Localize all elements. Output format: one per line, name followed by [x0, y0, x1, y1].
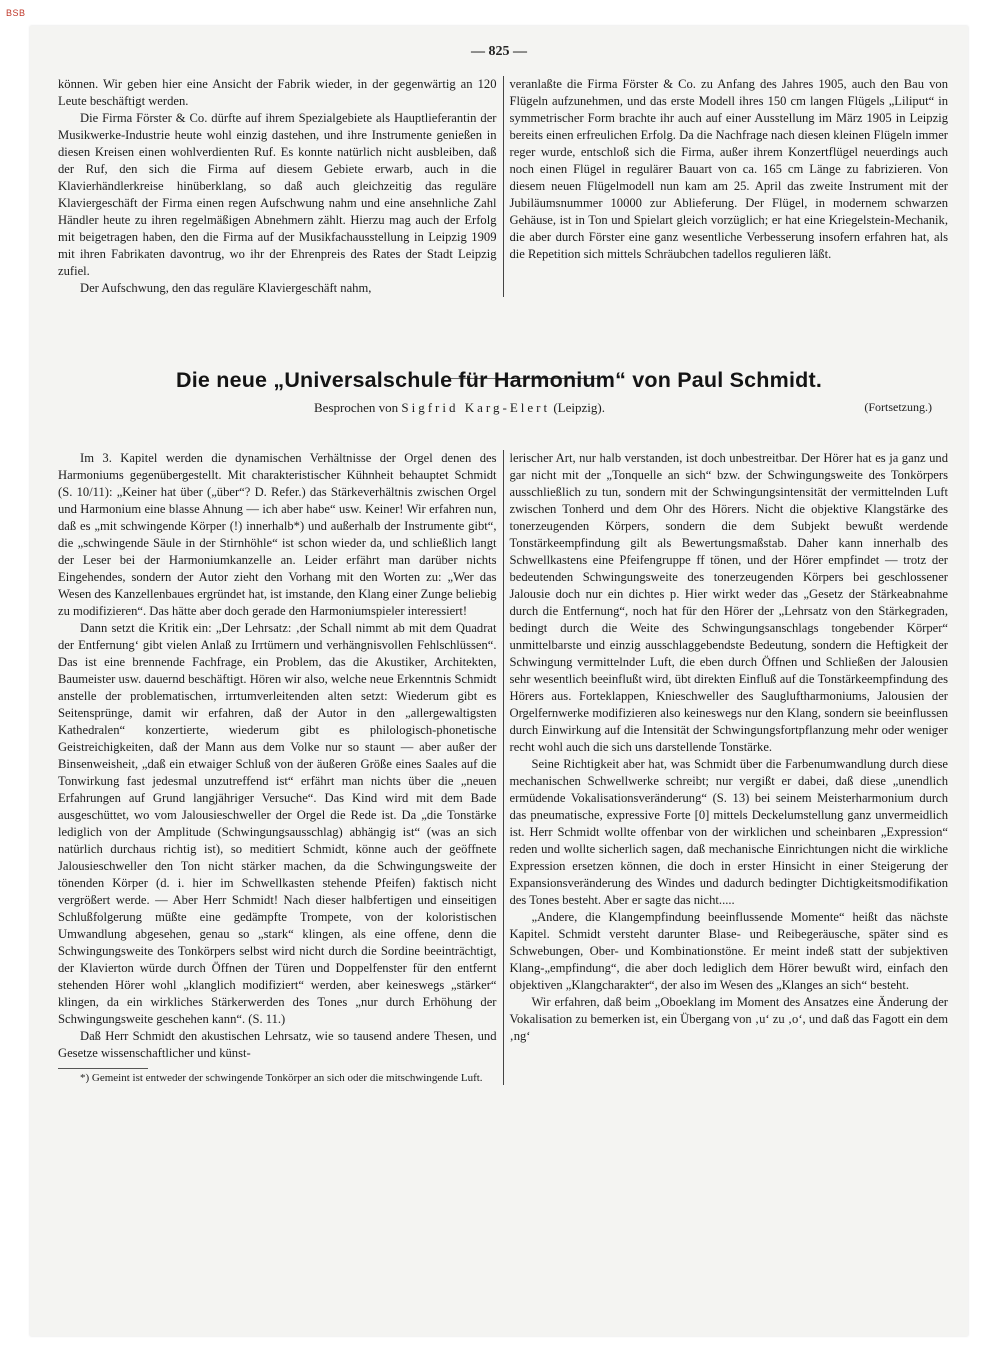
top-section	[58, 76, 948, 297]
paragraph: Seine Richtigkeit aber hat, was Schmidt über die Farbenumwandlung durch diese mechanischen Schwellwerke schreibt; nur vergißt er dabei, daß diese „unendlich ermüdende Vokalisationsveränderung“ (S. 13) bei seinem Meisterharmonium durch das pneumatische, expressive Forte [0] mittels Deckelumstellung ganz unvermeidlich ist. Herr Schmidt wollte offenbar von der wirklichen und scheinbaren „Expression“ reden und wollte sicherlich sagen, daß mechanische Einrichtungen nicht die wirkliche Expression ersetzen können, die doch in erster Hinsicht in einer Steigerung der Expansionsveränderung des Windes und dadurch bedingter Dichtigkeitsmodifikation des Tones besteht. Aber er sagte das nicht.....	[509, 757, 948, 907]
article-body	[58, 450, 948, 1085]
paragraph: veranlaßte die Firma Förster & Co. zu Anfang des Jahres 1905, auch den Bau von Flügeln aufzunehmen, und das erste Modell ihres 150 cm langen Flügels „Liliput“ in symmetrischer Form brachte ihr auch auf einer Ausstellung im März 1905 in Leipzig bereits einen erfreulichen Erfolg. Da die Nachfrage nach diesen kleinen Flügeln immer reger wurde, entschloß sich die Firma, außer ihrem Konzertflügel neuerdings auch noch einen Flügel in regulärer Bauart von ca. 165 cm Länge zu fabrizieren. Von diesem neuen Flügelmodell nun kam am 25. April das zweite Instrument mit der Jubiläumsnummer 10000 zur Ablieferung. Der Flügel, in modernem schwarzen Gehäuse, ist in Ton und Spielart gleich vorzüglich; er hat eine Kriegelstein-Mechanik, die aber durch Förster eine ganz wesentliche Verbesserung insofern erfahren hat, als die Repetition sich mittels Schräubchen tadellos regulieren läßt.	[509, 77, 948, 261]
paragraph: „Andere, die Klangempfindung beeinflussende Momente“ heißt das nächste Kapitel. Schmidt versteht darunter Blase- und Reibegeräusche, später sind es Schwebungen, Ober- und Kombinationstöne. Er meint indeß statt der subjektiven Klang-„empfindung“, die aber doch lediglich dem Hörer bewußt wird, einfach den objektiven „Klangcharakter“, der also im Wesen des „Klanges an sich“ besteht.	[509, 910, 948, 992]
paragraph: lerischer Art, nur halb verstanden, ist doch unbestreitbar. Der Hörer hat es ja ganz und gar nicht mit der „Tonquelle an sich“ bzw. der Schwingungsweite des Tonkörpers ausschließlich zu tun, sondern mit der Schwingungsintensität der vermittelnden Luft zwischen Tonherd und dem Ohr des Hörers. Nicht die objektive Klangstärke des tonerzeugenden Körpers, sondern die dem Subjekt bewußt werdende Tonstärkeempfindung gilt als Bewertungsmaßstab. Daher kann innerhalb des Schwellkastens eine Pfeifengruppe ff tönen, und der Hörer empfindet — trotz der bedeutenden Schwingungsweite des tonerzeugenden Körpers bei geschlossener Jalousie doch nur ein dichtes p. Hier wirkt weder das „Gesetz der Stärkeabnahme durch die Entfernung“, noch hat für den Hörer der „Lehrsatz von den Stärkegraden, bedingt durch die Weite des Schwingungsanschlags tongebender Körper“ unmittelbarste und einzig ausschlaggebendste Bedeutung, sondern die Heftigkeit der Schwingung vermittelnder Luft, die eben durch Öffnen und Schließen der Jalousien sehr wesentlich beeinflußt wird, übt direkten Einfluß auf die Tonstärkeempfindung des Hörers aus. Forteklappen, Knieschweller des Saugluftharmoniums, Jalousien der Orgelfernwerke modifizieren also keineswegs nur den Klang, sondern sie beeinflussen durch Einwirkung auf die Intensität der Schwingungsfortpflanzung mehr oder weniger recht wohl auch die sich uns darstellende Tonstärke.	[509, 451, 948, 754]
article-left-column	[58, 450, 499, 1085]
paragraph: Die Firma Förster & Co. dürfte auf ihrem Spezialgebiete als Hauptlieferantin der Musikwerke-Industrie heute wohl einzig dastehen, und ihre Instrumente genießen in diesen Kreisen einen wohlverdienten Ruf. Es konnte natürlich nicht ausbleiben, daß der Ruf, den sich die Firma auf diesem Gebiete erwarb, auch in die Klavierhändlerkreise hinüberklang, so daß auch gleichzeitig das reguläre Klaviergeschäft der Firma einen regen Aufschwung nahm und eine ansehnliche Zahl Händler heute zu ihren regelmäßigen Abnehmern zählt. Hierzu mag auch der Erfolg mit beigetragen haben, den die Firma auf der Musikfachausstellung in Leipzig 1909 mit ihren Fabrikaten davontrug, wo ihr der Ehrenpreis des Rates der Stadt Leipzig zufiel.	[58, 111, 497, 278]
page-number: — 825 —	[471, 44, 527, 59]
footnote: *) Gemeint ist entweder der schwingende Tonkörper an sich oder die mitschwingende Luft.	[80, 1072, 483, 1084]
document-page	[30, 26, 968, 1336]
paragraph: Im 3. Kapitel werden die dynamischen Verhältnisse der Orgel denen des Harmoniums gegenübergestellt. Mit charakteristischer Kühnheit behauptet Schmidt (S. 10/11): „Keiner hat über („über“? D. Refer.) das Stärkeverhältnis zwischen Orgel und Harmonium eine blasse Ahnung — ich aber habe“ usw. Keiner! Wir erfahren nun, daß es „mit schwingende Körper (!) innerhalb*) und außerhalb der Instrumente gibt“, die „schwingende Säule in der Stirnhöhle“ ist schon wieder da, und schließlich langt der Leser bei der Harmoniumkanzelle an. Leider erfährt man darüber nichts Eingehendes, sondern der Autor zieht den Vorhang mit den Worten zu: „Wer das Wesen des Kanzellenbaues ergründet hat, ist imstande, den Klang einer Zunge beliebig zu modifizieren“. Das hätte aber doch gerade den Harmoniumspieler interessiert!	[58, 451, 497, 618]
article-right-column	[508, 450, 949, 1085]
continuation-note: (Fortsetzung.)	[864, 400, 932, 414]
paragraph: können. Wir geben hier eine Ansicht der Fabrik wieder, in der gegenwärtig an 120 Leute beschäftigt werden.	[58, 77, 497, 108]
library-stamp: BSB	[6, 8, 26, 18]
byline-place: (Leipzig).	[553, 400, 605, 415]
footnote-divider	[58, 1068, 148, 1069]
article-title: Die neue „Universalschule für Harmonium“ von Paul Schmidt.	[176, 368, 822, 392]
paragraph: Daß Herr Schmidt den akustischen Lehrsatz, wie so tausend andere Thesen, und Gesetze wissenschaftlicher und künst-	[58, 1029, 497, 1060]
byline	[314, 400, 605, 416]
byline-prefix: Besprochen von	[314, 400, 399, 415]
paragraph: Dann setzt die Kritik ein: „Der Lehrsatz: ‚der Schall nimmt ab mit dem Quadrat der Entfernung‘ gibt vielen Anlaß zu Irrtümern und verhängnisvollen Fehlschlüssen“. Das ist eine brennende Fachfrage, ein Problem, das die Akustiker, Architekten, Baumeister usw. dauernd beschäftigt. Hören wir also, welche neue Erkenntnis Schmidt anstelle der problematischen, irrtumverleitenden alten setzt: Wiederum gibt es Seitensprünge, damit wir erfahren, daß der Autor in den „allergewaltigsten Kathedralen“ konzertierte, wiederum gibt es philologisch-phonetische Geistreichigkeiten, daß der Mann aus dem Volke nur so staunt — aber außer der Binsenweisheit, „daß ein etwaiger Schluß von der äußeren Größe eines Saales auf die Tonwirkung fast jedesmal unzutreffend ist“ erfährt man nichts über die „neuen Erfahrungen auf Grund langjähriger Versuche“. Das Kind wird mit dem Bade ausgeschüttet, wo vom Jalousieschweller der Orgel die Rede ist. Da „die Tonstärke lediglich von der Amplitude (Schwingungsausschlag) abhängig ist“ (was an sich natürlich durchaus richtig ist), so meditiert Schmidt, könne auch der geöffnete Jalousieschweller den Ton nicht stärker machen, da die Schwingungsweite der tönenden Körper (d. i. hier im Schwellkasten stehende Pfeifen) faktisch nicht vergrößert werde. — Aber Herr Schmidt! Nach dieser halbfertigen und einseitigen Schlußfolgerung müßte eine gedämpfte Trompete, von der koloristischen Umwandlung abgesehen, genau so „stark“ klingen, als eine offene, denn die Schwingungsweite des Tonkörpers selbst wird nicht durch die Sordine beeinträchtigt, der Klavierton würde durch Öffnen der Türen und Doppelfenster für den entfernt stehenden Hörer wohl „klanglich modifiziert“ werden, aber keineswegs „stärker“ klingen, da ein wirkliches Stärkerwerden des Tones „nur durch Erhöhung der Schwingungsweite geschehen kann“. (S. 11.)	[58, 621, 497, 1026]
paragraph: Wir erfahren, daß beim „Oboeklang im Moment des Ansatzes eine Änderung der Vokalisation zu bemerken ist, ein Übergang von ‚u‘ zu ‚o‘, und daß das Fagott ein dem ‚ng‘	[509, 995, 948, 1043]
byline-author: Sigfrid Karg-Elert	[401, 400, 551, 415]
top-right-column	[508, 76, 949, 297]
column-divider	[503, 450, 504, 1085]
column-divider	[503, 76, 504, 297]
top-left-column	[58, 76, 499, 297]
paragraph: Der Aufschwung, den das reguläre Klaviergeschäft nahm,	[80, 281, 372, 295]
